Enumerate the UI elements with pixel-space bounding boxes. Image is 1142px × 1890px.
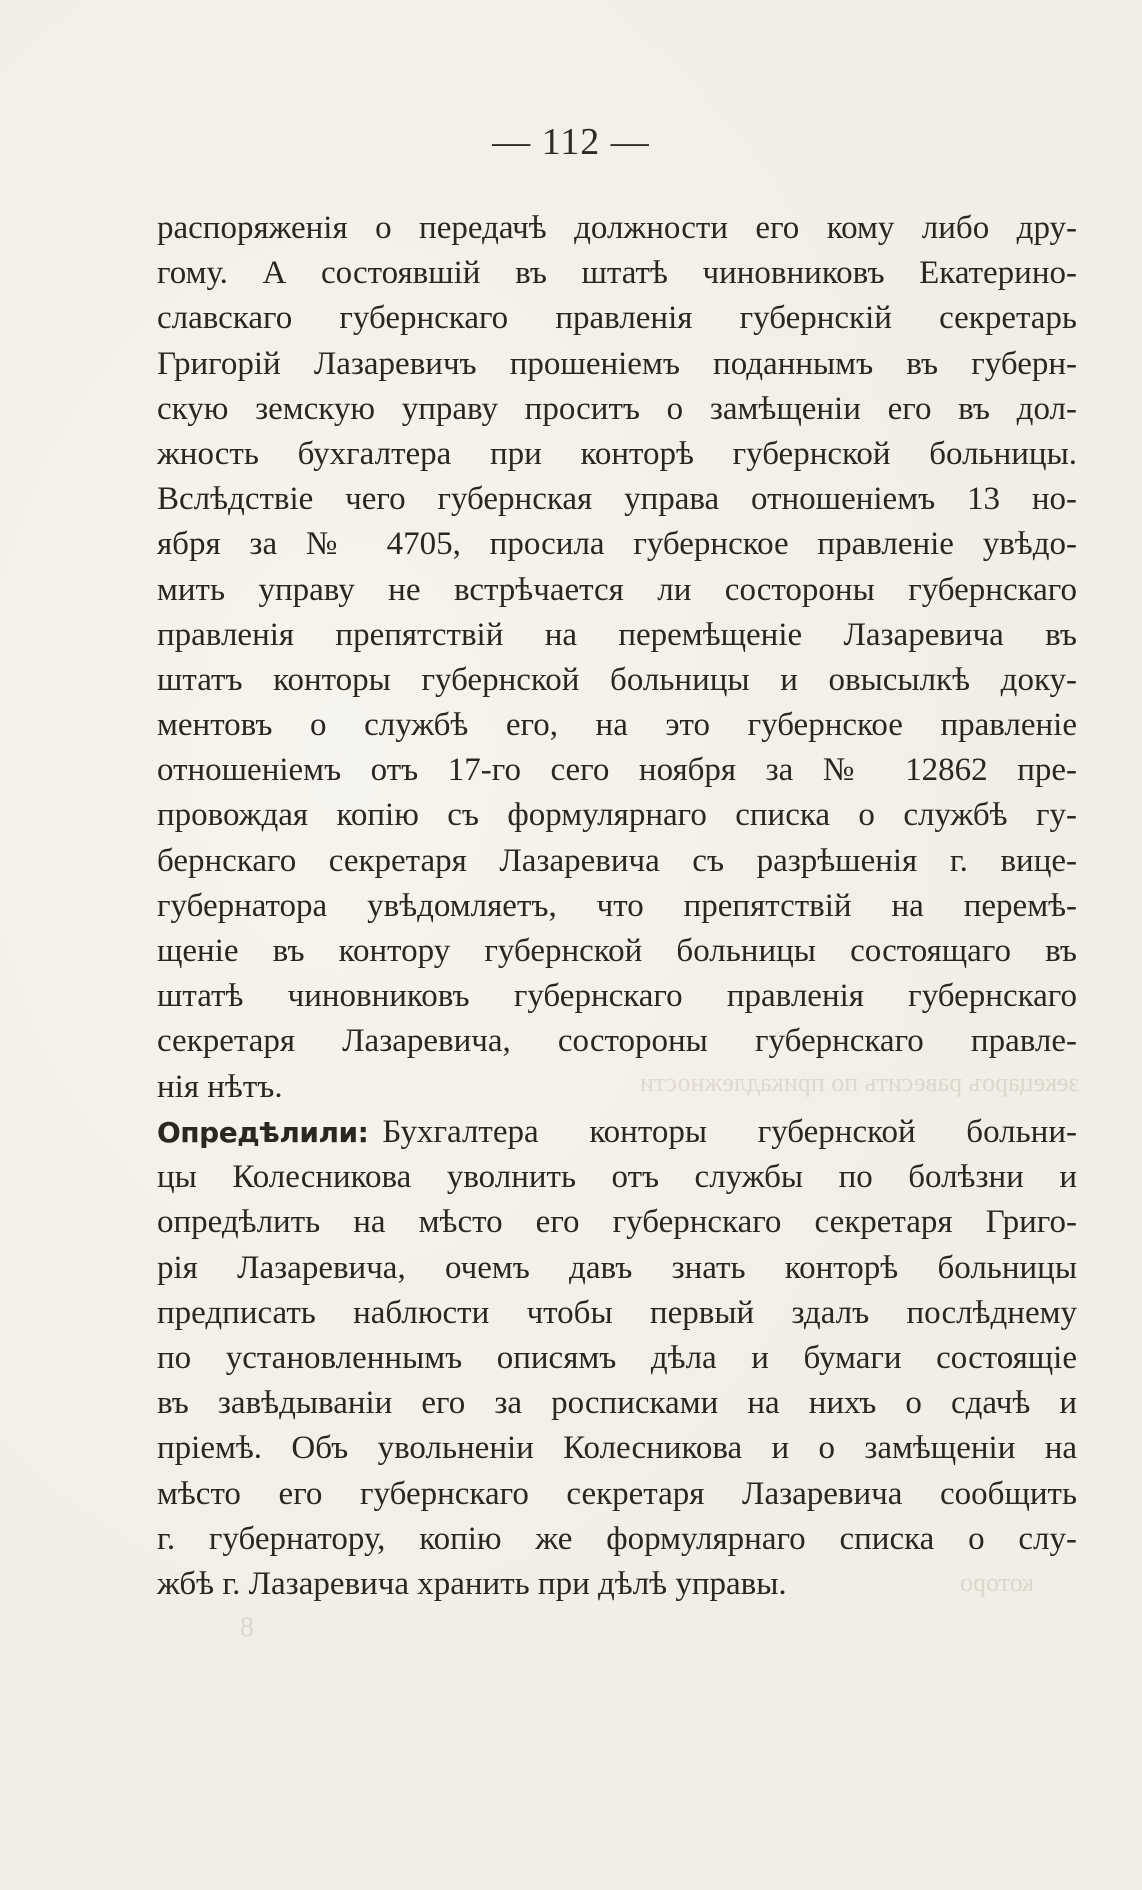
text-line: жбѣ г. Лазаревича хранить при дѣлѣ управы.: [157, 1565, 787, 1602]
text-line: г. губернатору, копію же формулярнаго списка о слу-: [157, 1520, 1077, 1557]
page-number: — 112 —: [492, 121, 650, 163]
text-line: мѣсто его губернскаго секретаря Лазаревича сообщить: [157, 1475, 1077, 1512]
text-line: жность бухгалтера при конторѣ губернской больницы.: [157, 435, 1077, 472]
text-line: отношеніемъ отъ 17-го сего ноября за № 12862 пре-: [157, 752, 1077, 789]
text-line: по установленнымъ описямъ дѣла и бумаги состоящіе: [157, 1339, 1077, 1376]
text-line: ября за № 4705, просила губернское правленіе увѣдо-: [157, 526, 1077, 563]
text-line: нія нѣтъ.: [157, 1068, 283, 1105]
text-line: предписать наблюсти чтобы первый здалъ послѣднему: [157, 1294, 1077, 1331]
text-line: мить управу не встрѣчается ли состороны губернскаго: [157, 571, 1077, 608]
paragraph-1: [157, 206, 1077, 1110]
text-line: рія Лазаревича, очемъ давъ знать конторѣ больницы: [157, 1249, 1077, 1286]
text-line: штатъ конторы губернской больницы и овысылкѣ доку-: [157, 661, 1077, 698]
bleed-through-text: которо: [960, 1568, 1034, 1597]
bleed-through-mark: 8: [240, 1612, 254, 1643]
text-line: скую земскую управу проситъ о замѣщеніи его въ дол-: [157, 390, 1077, 427]
text-line: бернскаго секретаря Лазаревича съ разрѣшенія г. вице-: [157, 842, 1077, 879]
text-line: губернатора увѣдомляетъ, что препятствій на перемѣ-: [157, 887, 1077, 924]
paragraph-2: [157, 1110, 1077, 1607]
text-line: правленія препятствій на перемѣщеніе Лазаревича въ: [157, 616, 1077, 653]
text-line: провождая копію съ формулярнаго списка о службѣ гу-: [157, 797, 1077, 834]
text-line: ментовъ о службѣ его, на это губернское правленіе: [157, 707, 1077, 744]
text-line: секретаря Лазаревича, состороны губернскаго правле-: [157, 1023, 1077, 1060]
text-line-rest: Бухгалтера конторы губернской больни-: [382, 1114, 1077, 1150]
text-line: распоряженія о передачѣ должности его кому либо дру-: [157, 210, 1077, 246]
text-line: опредѣлить на мѣсто его губернскаго секретаря Григо-: [157, 1204, 1077, 1241]
text-line: Григорій Лазаревичъ прошеніемъ поданнымъ въ губерн-: [157, 345, 1077, 382]
text-line: пріемѣ. Объ увольненіи Колесникова и о замѣщеніи на: [157, 1430, 1077, 1467]
text-line: Вслѣдствіе чего губернская управа отношеніемъ 13 но-: [157, 481, 1077, 518]
text-line: цы Колесникова уволнить отъ службы по болѣзни и: [157, 1159, 1077, 1196]
text-line: штатѣ чиновниковъ губернскаго правленія губернскаго: [157, 978, 1077, 1015]
bleed-through-text: зекецароъ равесить по прикадлежности: [640, 1068, 1079, 1097]
text-line: щеніе въ контору губернской больницы состоящаго въ: [157, 933, 1077, 969]
text-line: гому. А состоявшій въ штатѣ чиновниковъ Екатерино-: [157, 255, 1077, 292]
text-line: [157, 1110, 1077, 1155]
resolution-heading: Опредѣлили:: [157, 1116, 369, 1149]
text-line: славскаго губернскаго правленія губернскій секретарь: [157, 300, 1077, 337]
text-line: въ завѣдываніи его за росписками на нихъ о сдачѣ и: [157, 1385, 1077, 1422]
